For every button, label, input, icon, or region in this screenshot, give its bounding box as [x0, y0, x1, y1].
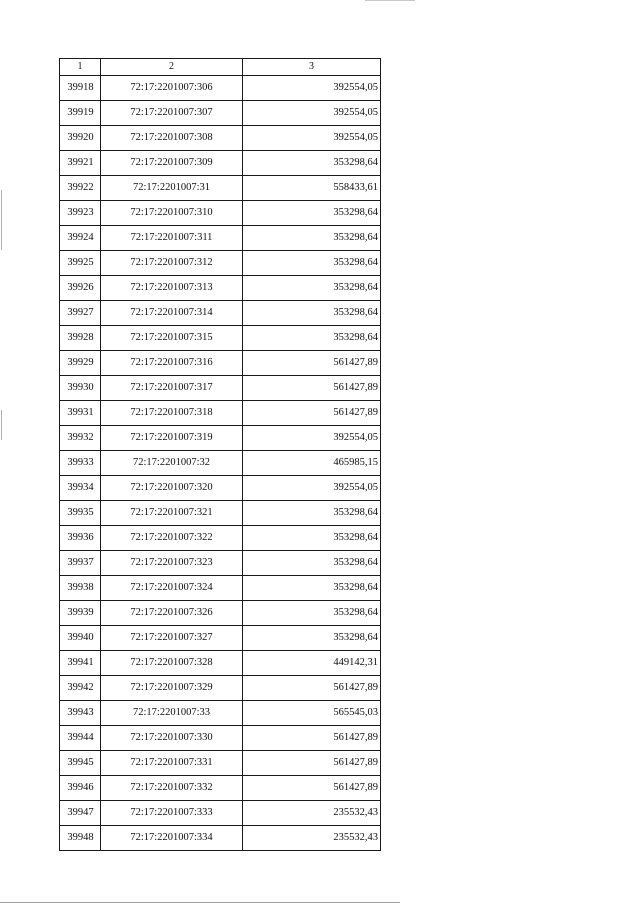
- cadastral-number: 72:17:2201007:308: [101, 126, 243, 151]
- row-number: 39918: [60, 76, 101, 101]
- table-header: [60, 59, 381, 76]
- cadastral-value: 561427,89: [243, 751, 381, 776]
- cadastral-number: 72:17:2201007:329: [101, 676, 243, 701]
- row-number: 39929: [60, 351, 101, 376]
- cadastral-number: 72:17:2201007:323: [101, 551, 243, 576]
- row-number: 39932: [60, 426, 101, 451]
- cadastral-number: 72:17:2201007:318: [101, 401, 243, 426]
- table-row: [60, 401, 381, 426]
- header-row: [60, 59, 381, 76]
- cadastral-number: 72:17:2201007:324: [101, 576, 243, 601]
- table-row: [60, 276, 381, 301]
- row-number: 39921: [60, 151, 101, 176]
- table-row: [60, 126, 381, 151]
- cadastral-number: 72:17:2201007:31: [101, 176, 243, 201]
- row-number: 39933: [60, 451, 101, 476]
- cadastral-number: 72:17:2201007:328: [101, 651, 243, 676]
- cadastral-value: 565545,03: [243, 701, 381, 726]
- row-number: 39919: [60, 101, 101, 126]
- row-number: 39944: [60, 726, 101, 751]
- table-row: [60, 476, 381, 501]
- row-number: 39927: [60, 301, 101, 326]
- cadastral-value: 353298,64: [243, 326, 381, 351]
- cadastral-value: 235532,43: [243, 801, 381, 826]
- cadastral-number: 72:17:2201007:313: [101, 276, 243, 301]
- row-number: 39940: [60, 626, 101, 651]
- table-row: [60, 176, 381, 201]
- cadastral-number: 72:17:2201007:314: [101, 301, 243, 326]
- cadastral-value: 353298,64: [243, 501, 381, 526]
- cadastral-value: 449142,31: [243, 651, 381, 676]
- cadastral-value: 392554,05: [243, 476, 381, 501]
- table-row: [60, 676, 381, 701]
- row-number: 39922: [60, 176, 101, 201]
- cadastral-value: 353298,64: [243, 226, 381, 251]
- left-scan-mark: [1, 190, 2, 250]
- table-row: [60, 551, 381, 576]
- cadastral-value-table: [59, 58, 381, 851]
- cadastral-number: 72:17:2201007:331: [101, 751, 243, 776]
- row-number: 39945: [60, 751, 101, 776]
- table-row: [60, 451, 381, 476]
- cadastral-value: 353298,64: [243, 301, 381, 326]
- cadastral-value: 353298,64: [243, 601, 381, 626]
- table-row: [60, 576, 381, 601]
- row-number: 39931: [60, 401, 101, 426]
- cadastral-number: 72:17:2201007:319: [101, 426, 243, 451]
- table-row: [60, 826, 381, 851]
- cadastral-value: 353298,64: [243, 526, 381, 551]
- bottom-edge-line: [0, 902, 400, 903]
- table-row: [60, 701, 381, 726]
- cadastral-value: 353298,64: [243, 151, 381, 176]
- cadastral-number: 72:17:2201007:311: [101, 226, 243, 251]
- table-row: [60, 201, 381, 226]
- table-row: [60, 726, 381, 751]
- cadastral-value: 561427,89: [243, 351, 381, 376]
- row-number: 39938: [60, 576, 101, 601]
- cadastral-value: 353298,64: [243, 551, 381, 576]
- cadastral-value: 353298,64: [243, 251, 381, 276]
- row-number: 39930: [60, 376, 101, 401]
- row-number: 39928: [60, 326, 101, 351]
- row-number: 39941: [60, 651, 101, 676]
- row-number: 39924: [60, 226, 101, 251]
- row-number: 39942: [60, 676, 101, 701]
- table-row: [60, 776, 381, 801]
- cadastral-number: 72:17:2201007:316: [101, 351, 243, 376]
- cadastral-number: 72:17:2201007:332: [101, 776, 243, 801]
- row-number: 39935: [60, 501, 101, 526]
- row-number: 39937: [60, 551, 101, 576]
- cadastral-number: 72:17:2201007:320: [101, 476, 243, 501]
- cadastral-value: 392554,05: [243, 126, 381, 151]
- cadastral-value: 392554,05: [243, 76, 381, 101]
- row-number: 39947: [60, 801, 101, 826]
- cadastral-number: 72:17:2201007:326: [101, 601, 243, 626]
- table-row: [60, 76, 381, 101]
- table-row: [60, 226, 381, 251]
- row-number: 39925: [60, 251, 101, 276]
- table-row: [60, 751, 381, 776]
- cadastral-value: 235532,43: [243, 826, 381, 851]
- row-number: 39946: [60, 776, 101, 801]
- table-row: [60, 526, 381, 551]
- left-scan-mark: [1, 410, 2, 440]
- table-row: [60, 626, 381, 651]
- table-row: [60, 376, 381, 401]
- cadastral-value: 392554,05: [243, 101, 381, 126]
- table-row: [60, 351, 381, 376]
- cadastral-number: 72:17:2201007:315: [101, 326, 243, 351]
- table-row: [60, 501, 381, 526]
- cadastral-number: 72:17:2201007:321: [101, 501, 243, 526]
- cadastral-number: 72:17:2201007:330: [101, 726, 243, 751]
- cadastral-value: 561427,89: [243, 676, 381, 701]
- table-row: [60, 151, 381, 176]
- cadastral-number: 72:17:2201007:310: [101, 201, 243, 226]
- table-row: [60, 251, 381, 276]
- top-edge-line: [365, 0, 415, 1]
- row-number: 39926: [60, 276, 101, 301]
- cadastral-number: 72:17:2201007:312: [101, 251, 243, 276]
- table-body: [60, 76, 381, 851]
- cadastral-value: 353298,64: [243, 276, 381, 301]
- header-col-2: 2: [101, 59, 243, 76]
- cadastral-number: 72:17:2201007:307: [101, 101, 243, 126]
- cadastral-number: 72:17:2201007:309: [101, 151, 243, 176]
- cadastral-number: 72:17:2201007:333: [101, 801, 243, 826]
- cadastral-number: 72:17:2201007:317: [101, 376, 243, 401]
- cadastral-value: 558433,61: [243, 176, 381, 201]
- table-row: [60, 651, 381, 676]
- cadastral-value: 353298,64: [243, 201, 381, 226]
- cadastral-value: 561427,89: [243, 401, 381, 426]
- cadastral-value: 353298,64: [243, 576, 381, 601]
- row-number: 39920: [60, 126, 101, 151]
- table-row: [60, 601, 381, 626]
- cadastral-number: 72:17:2201007:334: [101, 826, 243, 851]
- row-number: 39943: [60, 701, 101, 726]
- row-number: 39939: [60, 601, 101, 626]
- header-col-1: 1: [60, 59, 101, 76]
- table-row: [60, 426, 381, 451]
- table-row: [60, 326, 381, 351]
- cadastral-value: 561427,89: [243, 776, 381, 801]
- cadastral-number: 72:17:2201007:327: [101, 626, 243, 651]
- cadastral-value: 561427,89: [243, 726, 381, 751]
- header-col-3: 3: [243, 59, 381, 76]
- cadastral-value: 561427,89: [243, 376, 381, 401]
- table-row: [60, 101, 381, 126]
- cadastral-value: 353298,64: [243, 626, 381, 651]
- row-number: 39948: [60, 826, 101, 851]
- cadastral-value: 465985,15: [243, 451, 381, 476]
- cadastral-number: 72:17:2201007:32: [101, 451, 243, 476]
- cadastral-number: 72:17:2201007:33: [101, 701, 243, 726]
- row-number: 39934: [60, 476, 101, 501]
- table-row: [60, 801, 381, 826]
- row-number: 39923: [60, 201, 101, 226]
- cadastral-number: 72:17:2201007:322: [101, 526, 243, 551]
- table-row: [60, 301, 381, 326]
- row-number: 39936: [60, 526, 101, 551]
- cadastral-value: 392554,05: [243, 426, 381, 451]
- cadastral-number: 72:17:2201007:306: [101, 76, 243, 101]
